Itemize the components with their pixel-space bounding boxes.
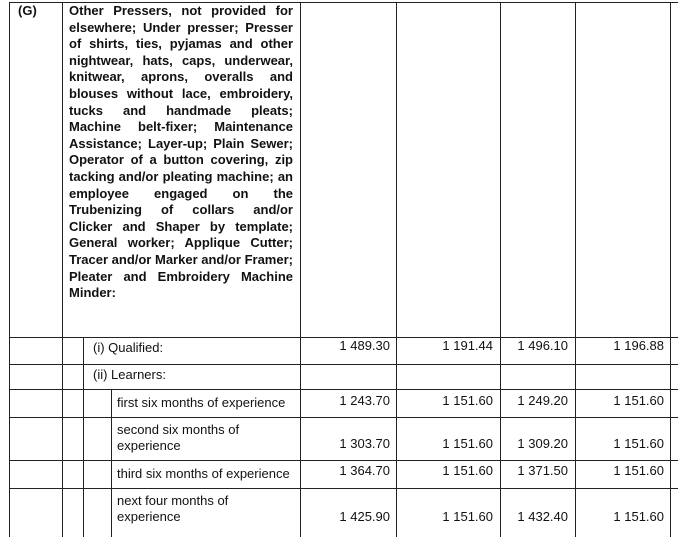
rule-row3-bottom — [9, 488, 678, 489]
learner-row-1-value-1: 1 243.70 — [339, 393, 390, 408]
learner-row-1-value-3: 1 249.20 — [517, 393, 568, 408]
learner-row-1-value-4: 1 151.60 — [613, 393, 664, 408]
rule-right — [670, 2, 671, 537]
section-code: (G) — [18, 3, 37, 18]
rule-code-col — [62, 2, 63, 537]
learner-row-4-value-4: 1 151.60 — [613, 509, 664, 524]
learner-row-3-value-2: 1 151.60 — [442, 463, 493, 478]
learner-row-2-value-2: 1 151.60 — [442, 436, 493, 451]
rule-val-col-3 — [575, 2, 576, 537]
rule-row2-bottom — [9, 460, 678, 461]
qualified-value-4: 1 196.88 — [613, 338, 664, 353]
rule-val-col-2 — [500, 2, 501, 537]
learner-row-2-value-4: 1 151.60 — [613, 436, 664, 451]
rule-row1-bottom — [9, 417, 678, 418]
learner-row-3-value-4: 1 151.60 — [613, 463, 664, 478]
learners-label: (ii) Learners: — [93, 367, 166, 382]
learner-row-3-label: third six months of experience — [117, 466, 290, 481]
qualified-value-1: 1 489.30 — [339, 338, 390, 353]
learner-row-2-label: second six months of experience — [117, 422, 240, 453]
qualified-label: (i) Qualified: — [93, 340, 164, 355]
qualified-value-3: 1 496.10 — [517, 338, 568, 353]
learner-row-4-label: next four months of experience — [117, 493, 229, 524]
learner-row-1-label: first six months of experience — [117, 395, 286, 410]
qualified-value-2: 1 191.44 — [442, 338, 493, 353]
learner-row-4-value-2: 1 151.60 — [442, 509, 493, 524]
section-description: Other Pressers, not provided for elsewhere; Under presser; Presser of shirts, ties, pyjamas and other nightwear, hats, caps, underwear, knitwear, aprons, overalls and blouses without lace, embroidery, tucks and handmade pleats; Machine belt-fixer; Maintenance Assistance; Layer-up; Plain Sewer; Operator of a button covering, zip tacking and/or pleating machine; an employee engaged on the Trubenizing of collars and/or Clicker and Shaper by template; General worker; Applique Cutter; Tracer and/or Marker and/or Framer; Pleater and Embroidery Machine Minder: — [69, 3, 293, 301]
rule-qualified-bottom — [9, 364, 678, 365]
learner-row-4-value-3: 1 432.40 — [517, 509, 568, 524]
learner-row-3-value-3: 1 371.50 — [517, 463, 568, 478]
rule-sub-col — [83, 337, 84, 537]
learner-row-2-value-3: 1 309.20 — [517, 436, 568, 451]
rule-subsub-col — [111, 389, 112, 537]
learner-row-2-value-1: 1 303.70 — [339, 436, 390, 451]
learner-row-3-value-1: 1 364.70 — [339, 463, 390, 478]
rule-desc-col — [300, 2, 301, 537]
rule-left — [9, 2, 10, 537]
rule-learners-bottom — [9, 389, 678, 390]
rule-val-col-1 — [396, 2, 397, 537]
learner-row-1-value-2: 1 151.60 — [442, 393, 493, 408]
learner-row-4-value-1: 1 425.90 — [339, 509, 390, 524]
